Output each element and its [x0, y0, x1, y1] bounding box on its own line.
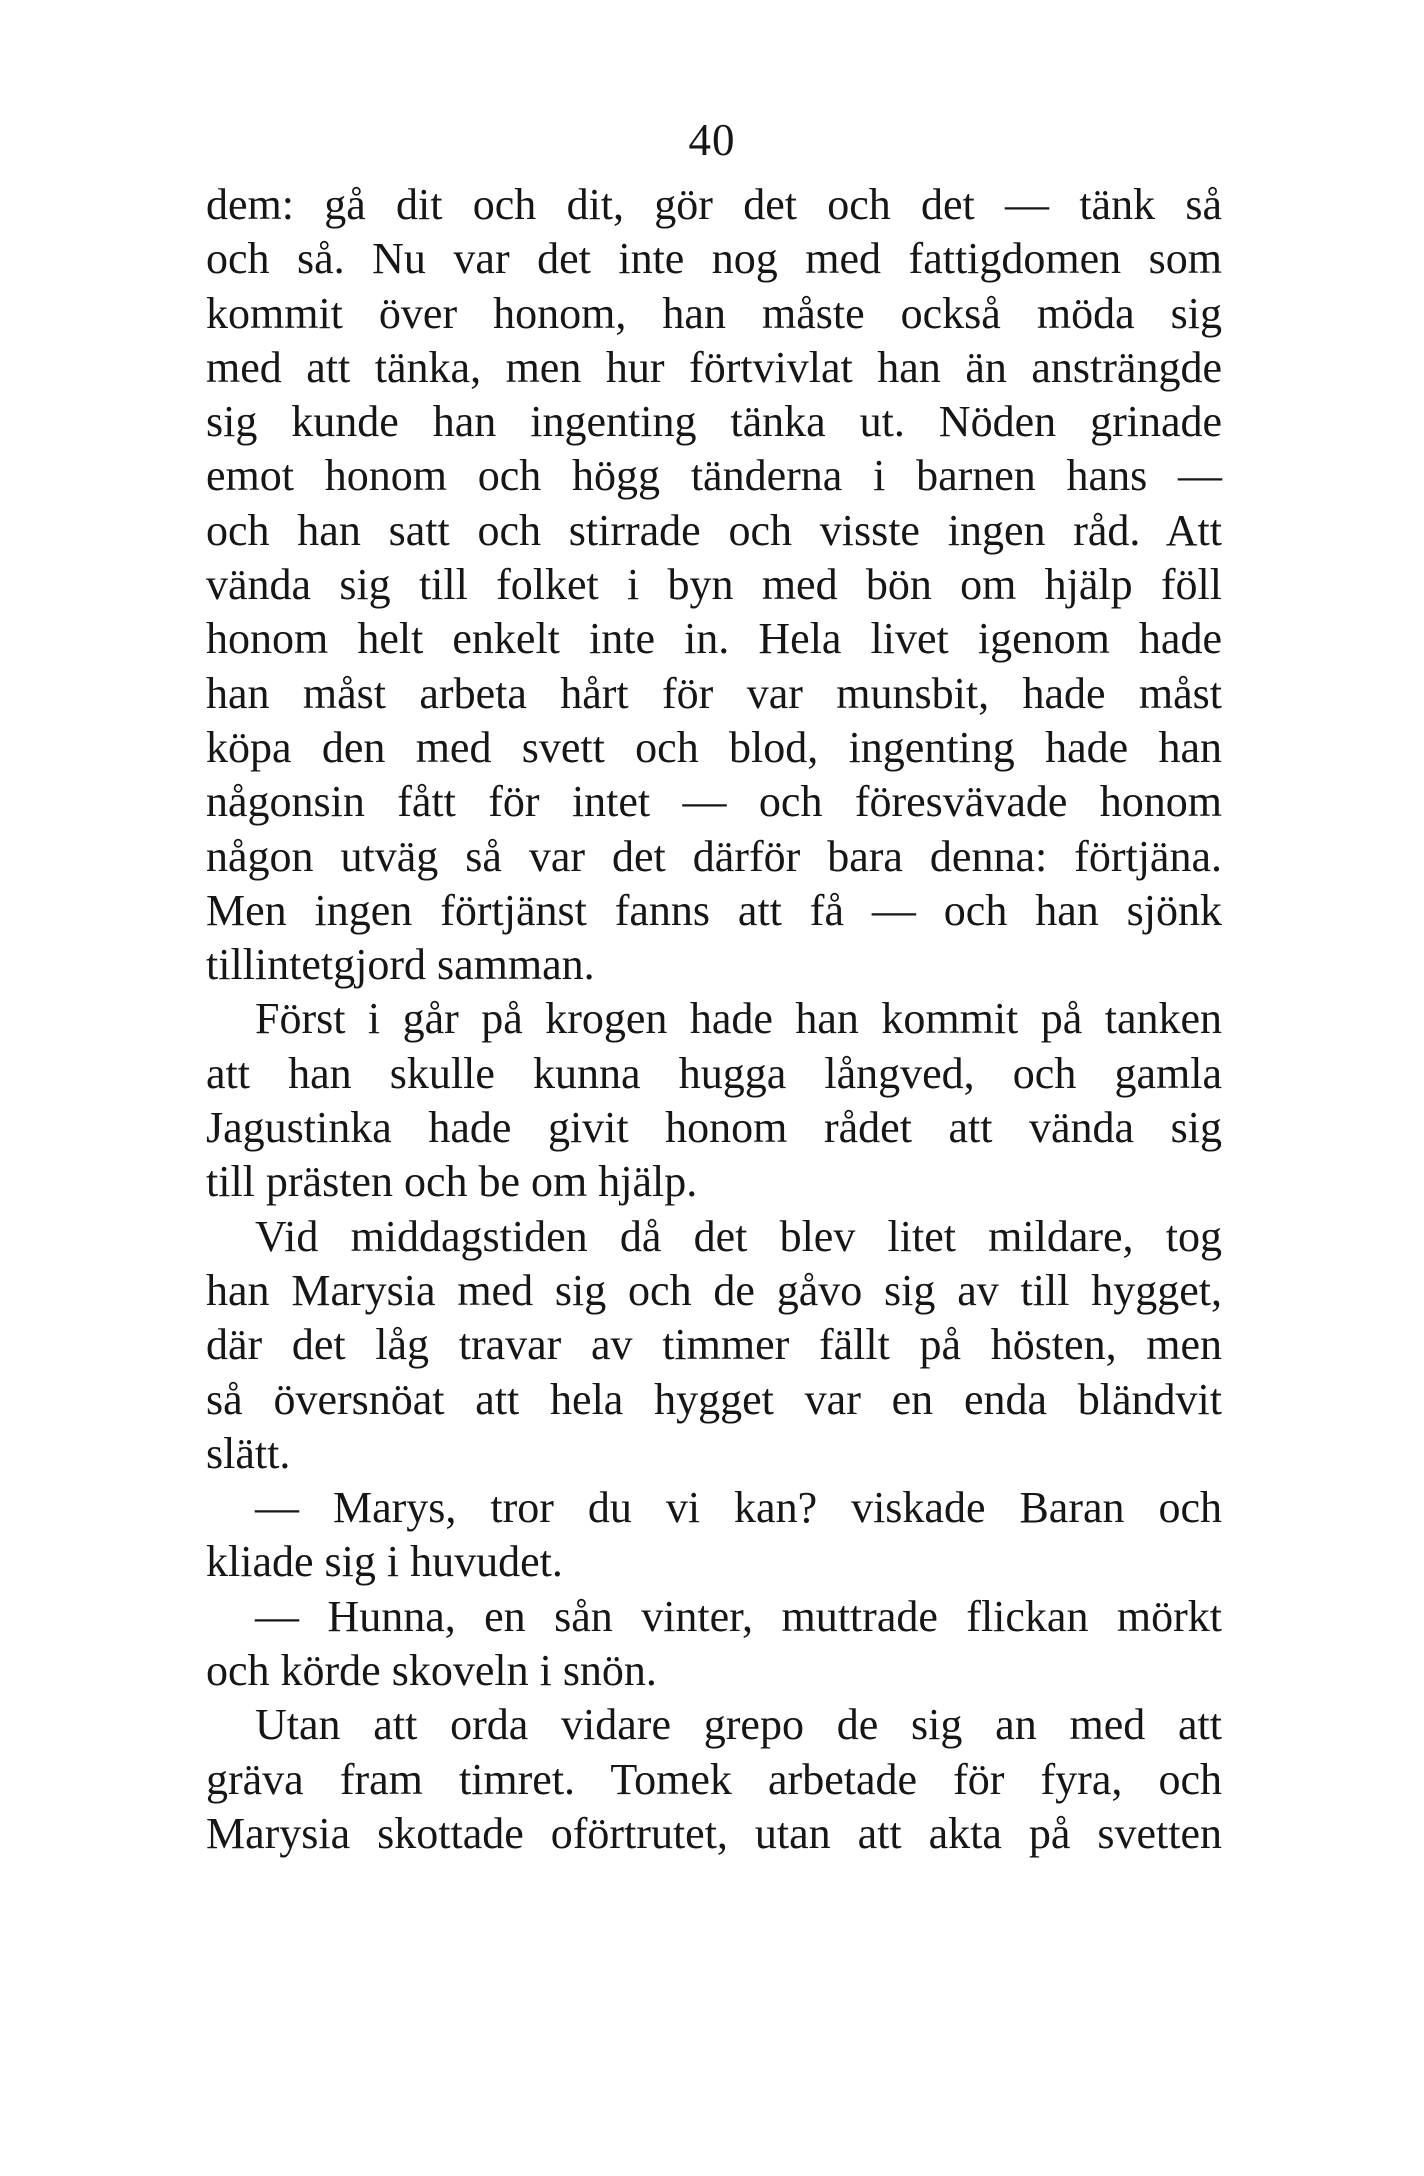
- text-line: Utan att orda vidare grepo de sig an med att: [255, 1700, 1222, 1750]
- text-line: slätt.: [206, 1428, 291, 1478]
- text-line: Vid middagstiden då det blev litet mildare, tog: [255, 1211, 1222, 1261]
- text-line: han måst arbeta hårt för var munsbit, hade måst: [206, 668, 1222, 718]
- text-line: dem: gå dit och dit, gör det och det — tänk så: [206, 180, 1222, 229]
- text-line: och så. Nu var det inte nog med fattigdomen som: [206, 234, 1222, 284]
- text-line: Men ingen förtjänst fanns att få — och han sjönk: [206, 885, 1222, 935]
- text-line: någonsin fått för intet — och föresvävade honom: [206, 777, 1222, 827]
- text-line: gräva fram timret. Tomek arbetade för fyra, och: [206, 1754, 1222, 1804]
- text-line: tillintetgjord samman.: [206, 940, 595, 990]
- text-line: kommit över honom, han måste också möda sig: [206, 288, 1222, 338]
- text-line: med att tänka, men hur förtvivlat han än ansträngde: [206, 342, 1222, 392]
- text-line: Först i går på krogen hade han kommit på tanken: [255, 994, 1222, 1044]
- text-line: Jagustinka hade givit honom rådet att vända sig: [206, 1103, 1222, 1153]
- text-line: någon utväg så var det därför bara denna: förtjäna.: [206, 831, 1222, 881]
- text-line: emot honom och högg tänderna i barnen hans —: [206, 451, 1222, 501]
- text-line: vända sig till folket i byn med bön om hjälp föll: [206, 560, 1222, 610]
- text-line: honom helt enkelt inte in. Hela livet igenom hade: [206, 614, 1222, 664]
- text-line: — Marys, tror du vi kan? viskade Baran och: [255, 1483, 1222, 1533]
- body-text: [206, 178, 1222, 1861]
- text-line: kliade sig i huvudet.: [206, 1537, 563, 1587]
- text-line: till prästen och be om hjälp.: [206, 1157, 698, 1207]
- text-line: att han skulle kunna hugga långved, och gamla: [206, 1048, 1222, 1098]
- text-line: så översnöat att hela hygget var en enda bländvit: [206, 1374, 1222, 1424]
- text-line: och körde skoveln i snön.: [206, 1646, 657, 1696]
- text-line: han Marysia med sig och de gåvo sig av till hygget,: [206, 1265, 1222, 1315]
- text-line: Marysia skottade oförtrutet, utan att akta på svetten: [206, 1808, 1222, 1858]
- page-number: 40: [688, 115, 736, 165]
- text-line: sig kunde han ingenting tänka ut. Nöden grinade: [206, 397, 1222, 447]
- text-line: där det låg travar av timmer fällt på hösten, men: [206, 1320, 1222, 1370]
- text-line: — Hunna, en sån vinter, muttrade flickan mörkt: [255, 1591, 1222, 1641]
- text-line: köpa den med svett och blod, ingenting hade han: [206, 722, 1222, 772]
- text-line: och han satt och stirrade och visste ingen råd. Att: [206, 505, 1222, 555]
